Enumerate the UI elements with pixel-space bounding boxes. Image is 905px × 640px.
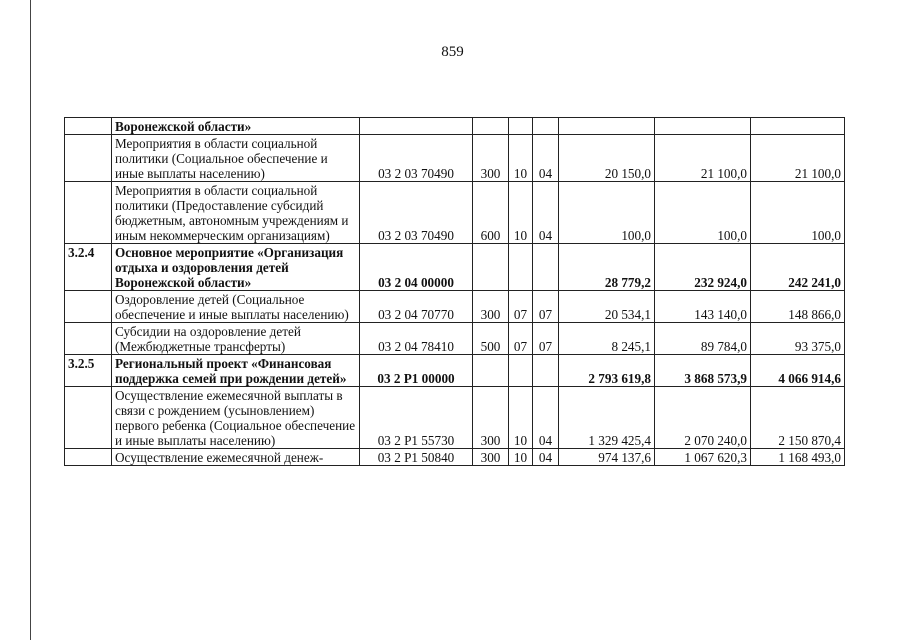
- row-code: 03 2 P1 55730: [360, 387, 473, 449]
- row-code: 03 2 P1 50840: [360, 449, 473, 466]
- row-vr: 300: [473, 291, 509, 323]
- row-pr: 07: [533, 291, 559, 323]
- row-vr: 500: [473, 323, 509, 355]
- row-vr: 300: [473, 135, 509, 182]
- budget-table: [64, 117, 845, 466]
- row-number: 3.2.4: [65, 244, 112, 291]
- row-amount-y3: 93 375,0: [751, 323, 845, 355]
- row-code: 03 2 P1 00000: [360, 355, 473, 387]
- row-rz: [509, 118, 533, 135]
- row-amount-y2: 89 784,0: [655, 323, 751, 355]
- row-name: Оздоровление детей (Социальное обеспечение и иные выплаты населению): [112, 291, 360, 323]
- row-name: Мероприятия в области социальной политики (Предоставление субсидий бюджетным, автономным учреждениям и иным некоммерческим организациям): [112, 182, 360, 244]
- row-rz: 10: [509, 449, 533, 466]
- table-row: [65, 291, 845, 323]
- row-vr: 300: [473, 449, 509, 466]
- row-code: 03 2 04 00000: [360, 244, 473, 291]
- row-vr: [473, 118, 509, 135]
- table-row: [65, 355, 845, 387]
- row-code: 03 2 03 70490: [360, 182, 473, 244]
- page-left-rule: [30, 0, 31, 640]
- row-rz: 10: [509, 182, 533, 244]
- row-rz: 10: [509, 135, 533, 182]
- row-amount-y1: 28 779,2: [559, 244, 655, 291]
- row-vr: [473, 355, 509, 387]
- row-amount-y1: 2 793 619,8: [559, 355, 655, 387]
- row-amount-y2: 2 070 240,0: [655, 387, 751, 449]
- row-rz: 07: [509, 323, 533, 355]
- row-number: [65, 135, 112, 182]
- row-pr: [533, 355, 559, 387]
- row-number: [65, 323, 112, 355]
- row-number: [65, 182, 112, 244]
- row-name: Осуществление ежемесячной денеж-: [112, 449, 360, 466]
- row-code: 03 2 04 78410: [360, 323, 473, 355]
- table-row: [65, 244, 845, 291]
- row-name: Осуществление ежемесячной выплаты в связи с рождением (усыновлением) первого ребенка (Социальное обеспечение и иные выплаты населению): [112, 387, 360, 449]
- row-number: 3.2.5: [65, 355, 112, 387]
- row-rz: 10: [509, 387, 533, 449]
- row-name: Основное мероприятие «Организация отдыха и оздоровления детей Воронежской области»: [112, 244, 360, 291]
- row-number: [65, 387, 112, 449]
- row-amount-y1: 974 137,6: [559, 449, 655, 466]
- row-pr: 07: [533, 323, 559, 355]
- row-code: 03 2 04 70770: [360, 291, 473, 323]
- row-pr: [533, 118, 559, 135]
- row-amount-y1: 20 534,1: [559, 291, 655, 323]
- page-number: 859: [441, 44, 464, 60]
- row-amount-y2: 3 868 573,9: [655, 355, 751, 387]
- row-vr: [473, 244, 509, 291]
- row-number: [65, 118, 112, 135]
- row-pr: 04: [533, 182, 559, 244]
- row-name: Мероприятия в области социальной политики (Социальное обеспечение и иные выплаты населению): [112, 135, 360, 182]
- table-row: [65, 135, 845, 182]
- row-amount-y1: [559, 118, 655, 135]
- row-amount-y2: 1 067 620,3: [655, 449, 751, 466]
- table-row: [65, 387, 845, 449]
- row-amount-y1: 1 329 425,4: [559, 387, 655, 449]
- row-amount-y1: 20 150,0: [559, 135, 655, 182]
- row-amount-y2: 100,0: [655, 182, 751, 244]
- table-row: [65, 182, 845, 244]
- row-name: Субсидии на оздоровление детей (Межбюджетные трансферты): [112, 323, 360, 355]
- row-rz: [509, 355, 533, 387]
- row-pr: 04: [533, 387, 559, 449]
- row-pr: 04: [533, 135, 559, 182]
- row-amount-y1: 8 245,1: [559, 323, 655, 355]
- row-amount-y3: 242 241,0: [751, 244, 845, 291]
- row-amount-y2: [655, 118, 751, 135]
- row-number: [65, 449, 112, 466]
- row-code: 03 2 03 70490: [360, 135, 473, 182]
- row-rz: 07: [509, 291, 533, 323]
- row-amount-y2: 232 924,0: [655, 244, 751, 291]
- row-name: Воронежской области»: [112, 118, 360, 135]
- row-pr: 04: [533, 449, 559, 466]
- row-number: [65, 291, 112, 323]
- table-row: [65, 323, 845, 355]
- row-amount-y2: 21 100,0: [655, 135, 751, 182]
- row-amount-y3: [751, 118, 845, 135]
- row-amount-y3: 21 100,0: [751, 135, 845, 182]
- row-amount-y3: 1 168 493,0: [751, 449, 845, 466]
- row-vr: 600: [473, 182, 509, 244]
- row-amount-y2: 143 140,0: [655, 291, 751, 323]
- row-amount-y3: 2 150 870,4: [751, 387, 845, 449]
- row-vr: 300: [473, 387, 509, 449]
- row-amount-y1: 100,0: [559, 182, 655, 244]
- row-rz: [509, 244, 533, 291]
- row-amount-y3: 4 066 914,6: [751, 355, 845, 387]
- row-amount-y3: 100,0: [751, 182, 845, 244]
- row-name: Региональный проект «Финансовая поддержка семей при рождении детей»: [112, 355, 360, 387]
- table-row: [65, 118, 845, 135]
- row-code: [360, 118, 473, 135]
- row-amount-y3: 148 866,0: [751, 291, 845, 323]
- row-pr: [533, 244, 559, 291]
- table-row: [65, 449, 845, 466]
